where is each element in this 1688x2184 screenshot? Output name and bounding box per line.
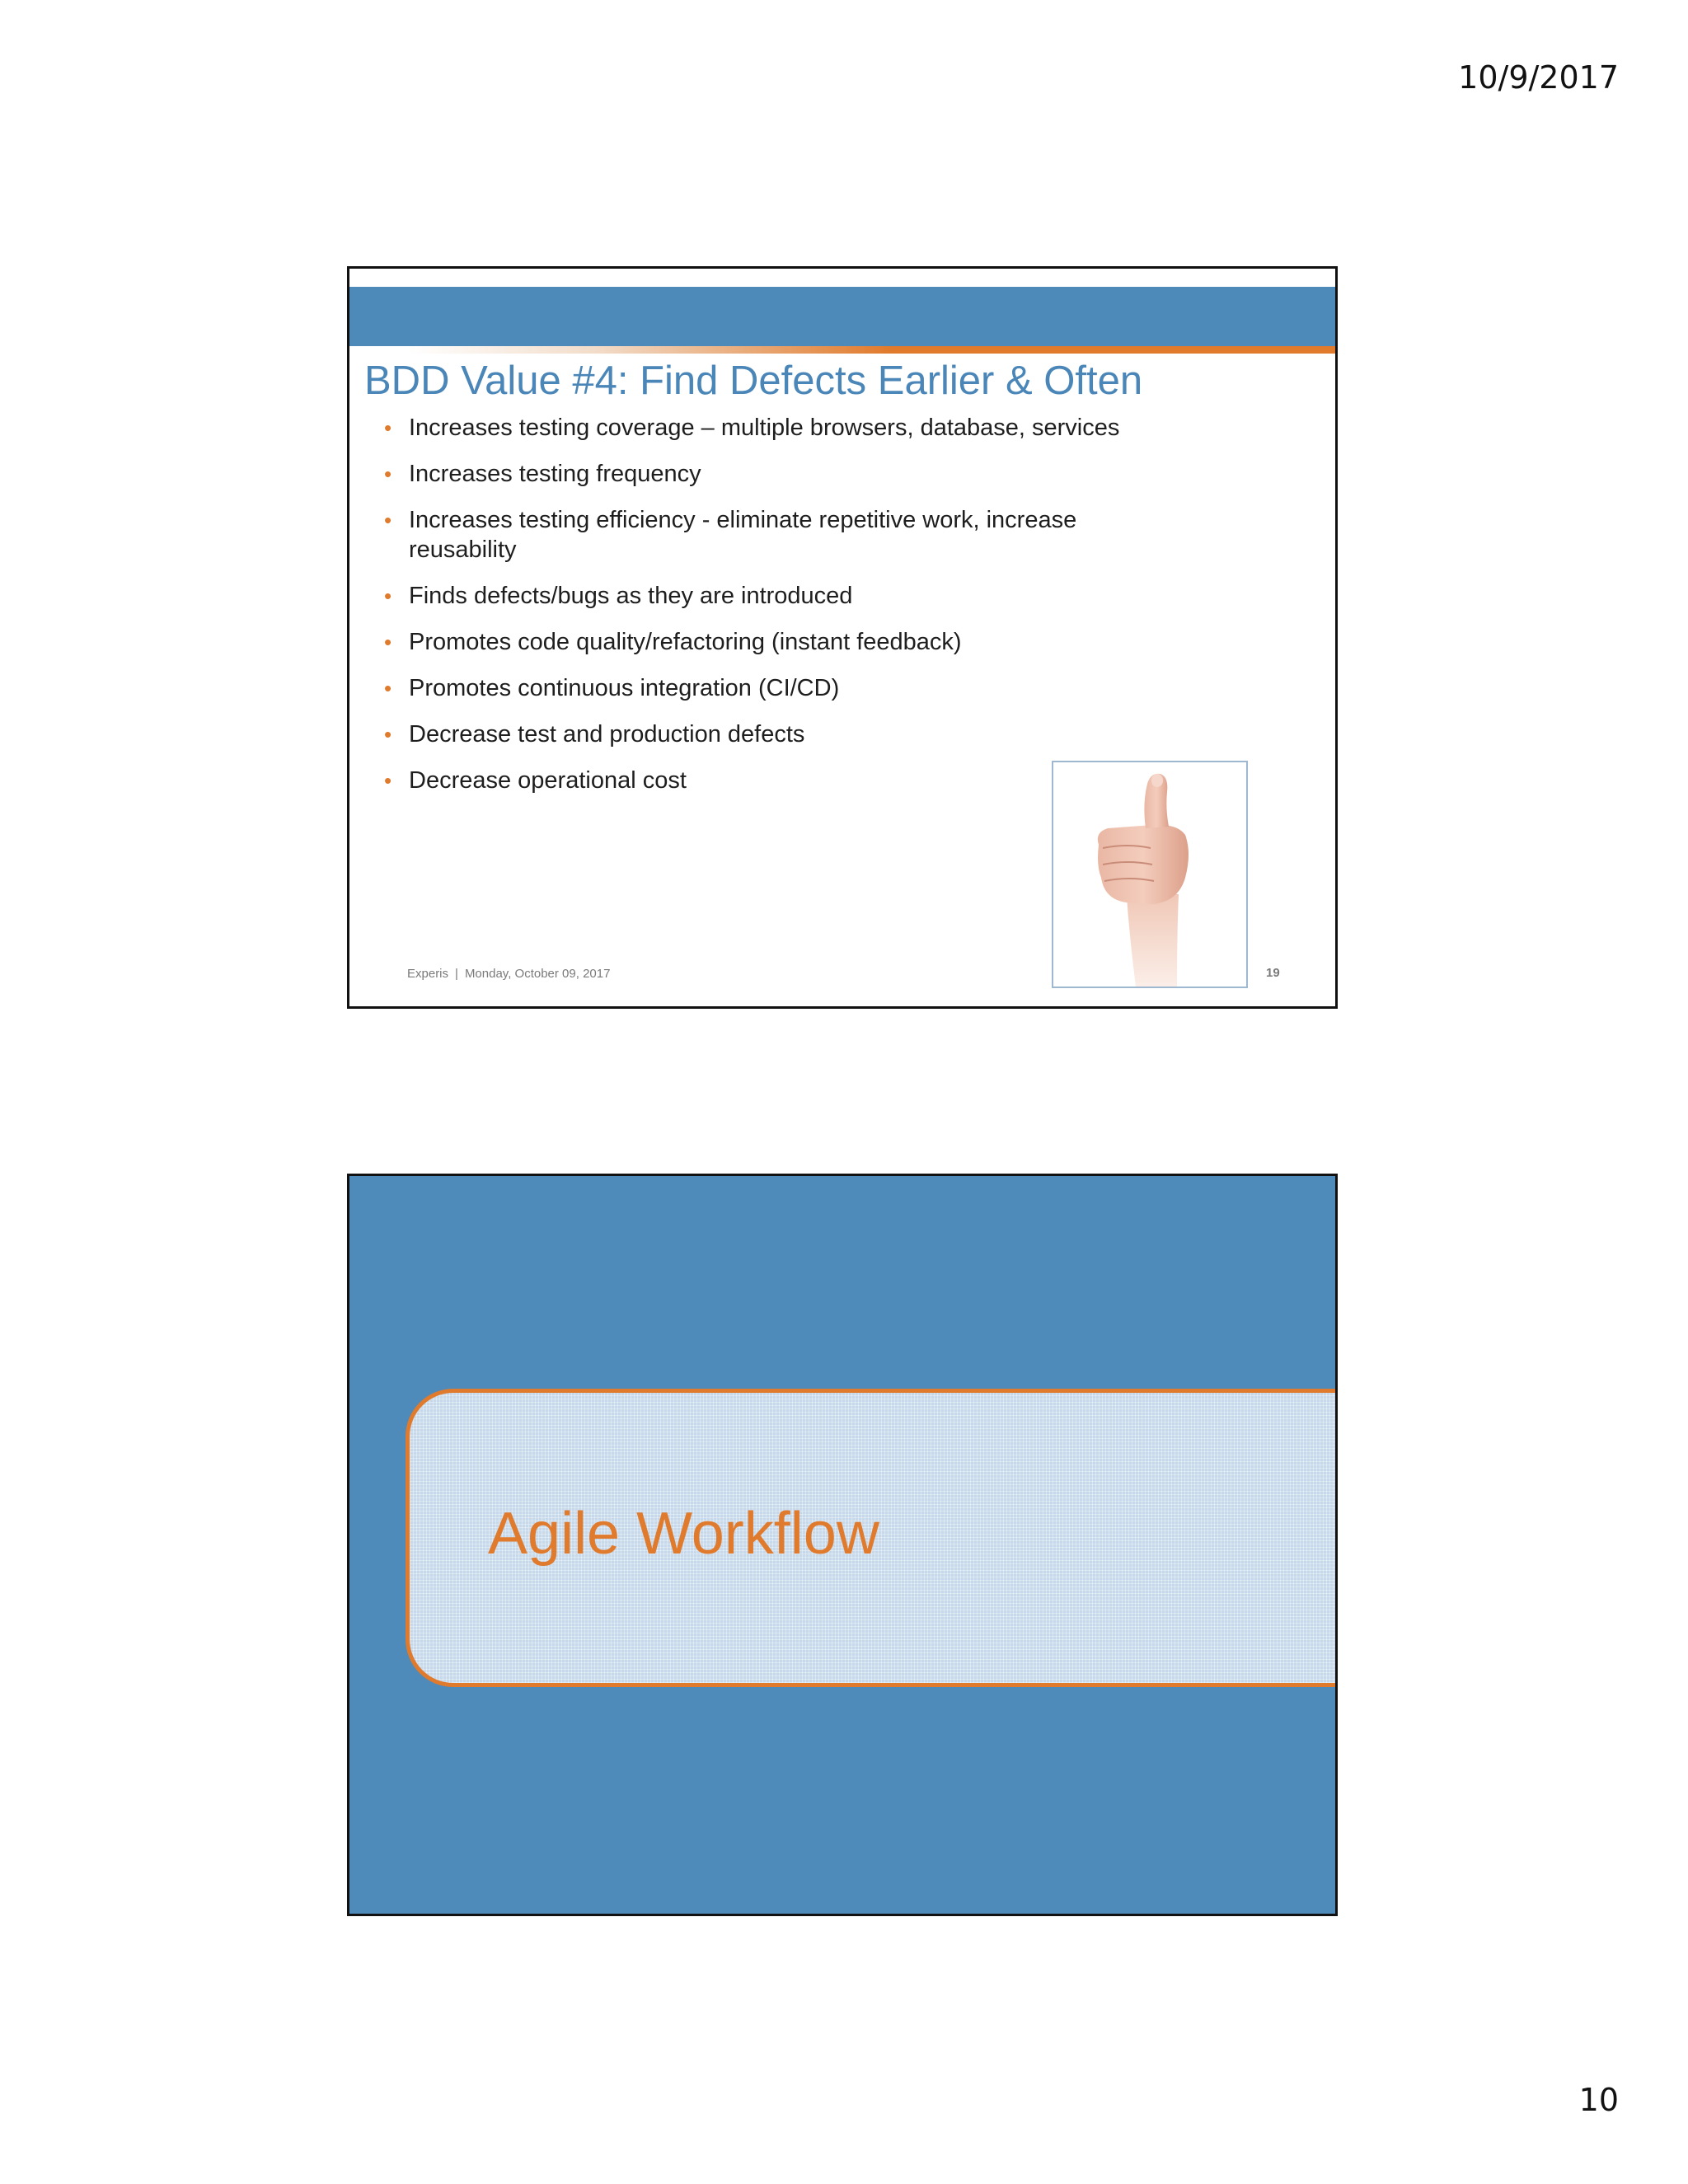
bullet-item: [382, 627, 1174, 657]
thumbs-up-image: [1052, 761, 1248, 988]
bullet-text: Finds defects/bugs as they are introduced: [409, 583, 853, 609]
bullet-item: [382, 581, 1174, 611]
bullet-list: [382, 413, 1174, 812]
bullet-item: [382, 459, 1174, 489]
header-accent-rule: [349, 346, 1335, 354]
footer-date: Monday, October 09, 2017: [464, 967, 611, 981]
footer-company: Experis: [407, 967, 449, 981]
slide-section-title: [347, 1174, 1338, 1916]
bullet-item: [382, 719, 1174, 749]
footer-separator: |: [455, 967, 458, 981]
thumbs-up-icon: [1053, 762, 1246, 987]
header-band: [349, 287, 1335, 346]
bullet-text: Promotes code quality/refactoring (instant feedback): [409, 629, 962, 655]
bullet-marker: •: [384, 508, 392, 532]
section-title: Agile Workflow: [488, 1501, 879, 1567]
bullet-text: Increases testing frequency: [409, 461, 701, 487]
page-number: 10: [1578, 2082, 1619, 2118]
slide-footer: [407, 967, 610, 981]
bullet-marker: •: [384, 462, 392, 486]
slide-title: BDD Value #4: Find Defects Earlier & Often: [364, 359, 1143, 403]
bullet-marker: •: [384, 583, 392, 608]
page-date: 10/9/2017: [1458, 59, 1619, 96]
bullet-item: [382, 673, 1174, 703]
slide-number: 19: [1266, 966, 1280, 980]
title-banner: [406, 1389, 1338, 1687]
bullet-text: Increases testing coverage – multiple browsers, database, services: [409, 415, 1120, 441]
bullet-item: [382, 505, 1126, 565]
bullet-text: Decrease operational cost: [409, 767, 687, 794]
bullet-text: Decrease test and production defects: [409, 721, 805, 748]
bullet-marker: •: [384, 630, 392, 654]
bullet-text: Increases testing efficiency - eliminate repetitive work, increase reusability: [409, 507, 1077, 563]
bullet-marker: •: [384, 768, 392, 793]
bullet-marker: •: [384, 722, 392, 747]
bullet-text: Promotes continuous integration (CI/CD): [409, 675, 840, 701]
slide-bdd-value: [347, 266, 1338, 1009]
bullet-marker: •: [384, 415, 392, 440]
bullet-item: [382, 413, 1174, 443]
bullet-marker: •: [384, 676, 392, 701]
